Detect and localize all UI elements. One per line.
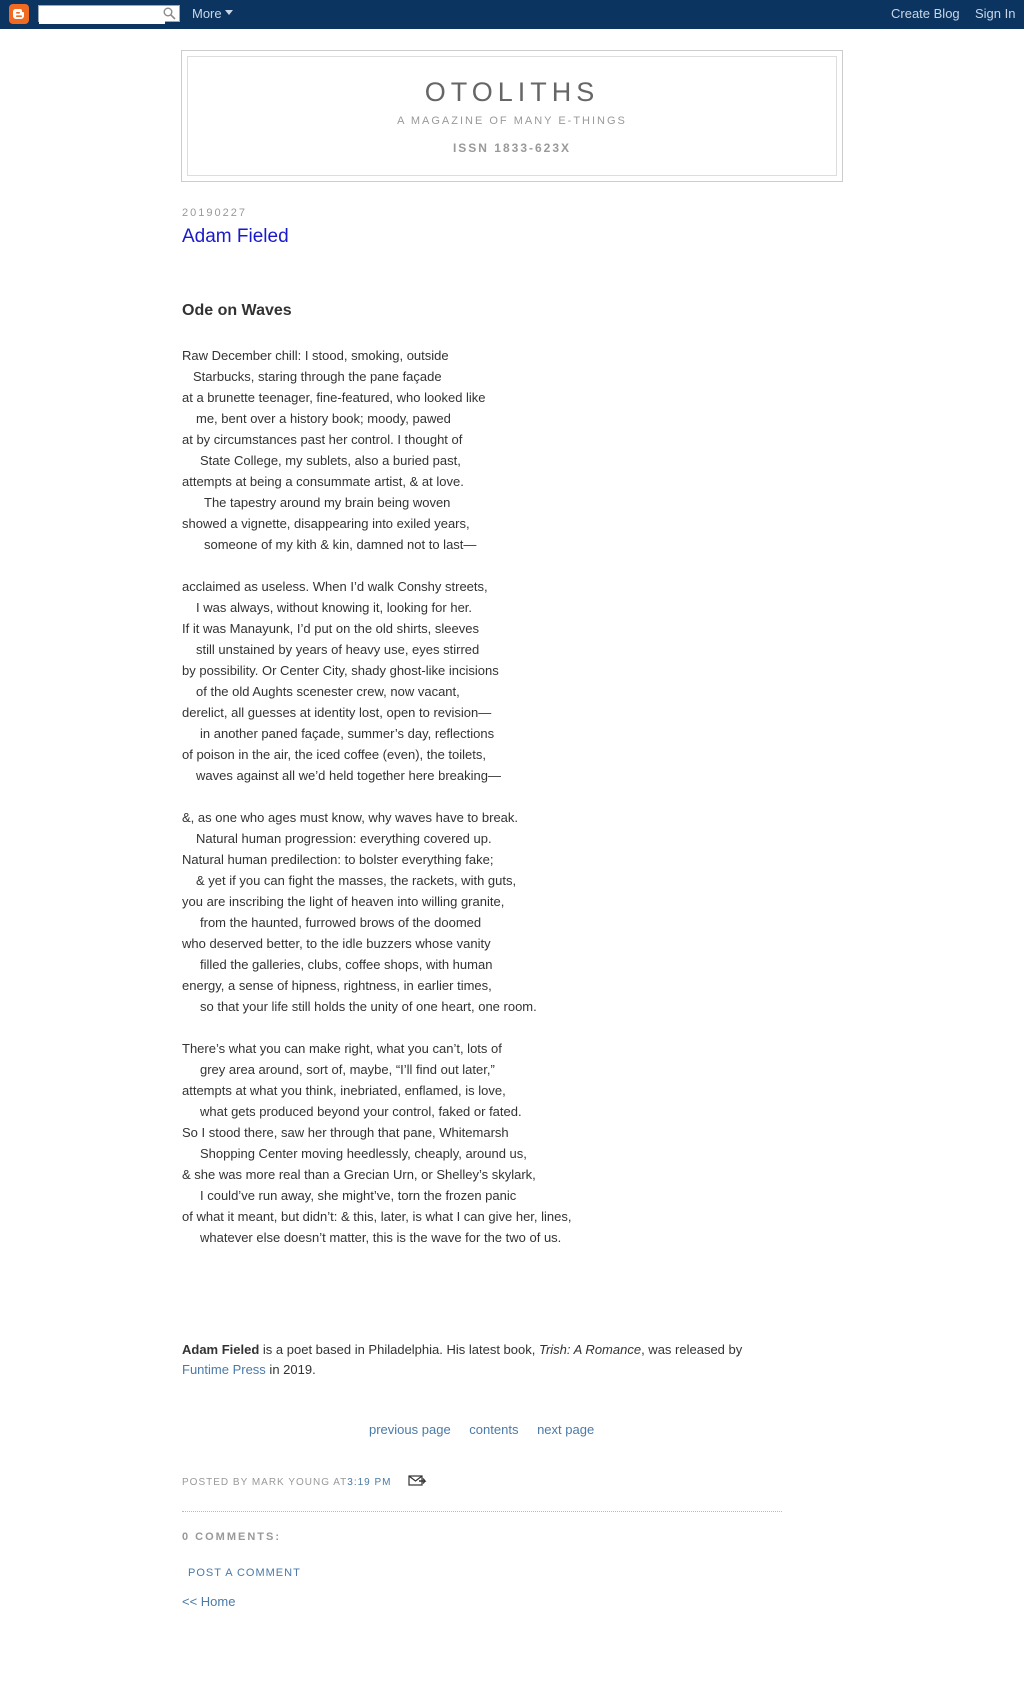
page-navigation [369,1422,609,1437]
contents-link[interactable]: contents [469,1422,519,1437]
poem-line: someone of my kith & kin, damned not to last— [204,537,477,552]
poem-line: I could’ve run away, she might’ve, torn the frozen panic [200,1188,517,1203]
bio-author-name: Adam Fieled [182,1342,260,1357]
poem-line: Shopping Center moving heedlessly, cheaply, around us, [200,1146,527,1161]
poem-line: still unstained by years of heavy use, eyes stirred [196,642,480,657]
blog-header [181,50,843,182]
poem-line: & she was more real than a Grecian Urn, or Shelley’s skylark, [182,1167,536,1182]
poem-line: Natural human progression: everything covered up. [196,831,492,846]
poem-line: at by circumstances past her control. I thought of [182,432,463,447]
poem-line: Natural human predilection: to bolster everything fake; [182,852,494,867]
poem-line: who deserved better, to the idle buzzers whose vanity [182,936,491,951]
poem-line [182,555,802,576]
poem-line: If it was Manayunk, I’d put on the old shirts, sleeves [182,621,479,636]
post-date: 20190227 [182,207,247,219]
poem-line: whatever else doesn’t matter, this is the wave for the two of us. [200,1230,562,1245]
navbar [0,0,1024,29]
poem-line: attempts at being a consummate artist, & at love. [182,474,464,489]
poem-line: me, bent over a history book; moody, pawed [196,411,451,426]
poem-line [182,1017,802,1038]
search-input[interactable] [39,9,165,24]
poem-title: Ode on Waves [182,302,292,319]
blogger-logo-icon[interactable] [9,4,29,24]
bio-text: is a poet based in Philadelphia. His latest book, [259,1342,539,1357]
poem-line: &, as one who ages must know, why waves have to break. [182,810,519,825]
more-menu-button[interactable] [192,6,233,21]
poem-line: of poison in the air, the iced coffee (even), the toilets, [182,747,487,762]
blog-issn: ISSN 1833-623X [452,141,572,155]
poem-line: from the haunted, furrowed brows of the doomed [200,915,482,930]
create-blog-link[interactable]: Create Blog [891,6,960,21]
previous-page-link[interactable]: previous page [369,1422,451,1437]
bio-book-title: Trish: A Romance [538,1342,642,1357]
post-timestamp-link[interactable]: 3:19 PM [347,1477,392,1488]
poem-line: you are inscribing the light of heaven into willing granite, [182,894,505,909]
post-title-link[interactable]: Adam Fieled [182,226,289,247]
author-bio [182,1340,782,1380]
post-comment-link[interactable]: POST A COMMENT [188,1567,301,1579]
poem-line: of the old Aughts scenester crew, now vacant, [196,684,460,699]
poem-line: at a brunette teenager, fine-featured, who looked like [182,390,486,405]
blog-header-inner [187,56,837,176]
poem-line: & yet if you can fight the masses, the rackets, with guts, [196,873,517,888]
comments-divider [182,1511,782,1512]
poem-line: attempts at what you think, inebriated, enflamed, is love, [182,1083,506,1098]
post-footer [182,1477,392,1488]
poem-line: of what it meant, but didn’t: & this, later, is what I can give her, lines, [182,1209,572,1224]
next-page-link[interactable]: next page [537,1422,595,1437]
posted-by-text: POSTED BY MARK YOUNG AT [182,1477,348,1488]
poem-line [182,786,802,807]
poem-line: There’s what you can make right, what you can’t, lots of [182,1041,502,1056]
publisher-link[interactable]: Funtime Press [182,1362,266,1377]
poem-line: Raw December chill: I stood, smoking, outside [182,348,449,363]
poem-body [182,345,802,1248]
poem-line: So I stood there, saw her through that pane, Whitemarsh [182,1125,509,1140]
poem-line: energy, a sense of hipness, rightness, in earlier times, [182,978,492,993]
poem-line: showed a vignette, disappearing into exiled years, [182,516,470,531]
blog-title[interactable]: OTOLITHS [424,77,600,107]
comments-heading: 0 COMMENTS: [182,1531,281,1543]
poem-line: acclaimed as useless. When I’d walk Conshy streets, [182,579,488,594]
poem-line: in another paned façade, summer’s day, reflections [200,726,495,741]
blog-search-box [38,5,180,22]
email-post-icon[interactable] [408,1474,428,1493]
poem-line: The tapestry around my brain being woven [204,495,451,510]
poem-line: State College, my sublets, also a buried past, [200,453,461,468]
poem-line: so that your life still holds the unity of one heart, one room. [200,999,537,1014]
poem-line: grey area around, sort of, maybe, “I’ll find out later,” [200,1062,495,1077]
poem-line: I was always, without knowing it, looking for her. [196,600,473,615]
home-link[interactable]: << Home [182,1594,236,1609]
sign-in-link[interactable]: Sign In [975,6,1016,21]
chevron-down-icon [225,10,233,15]
poem-line: filled the galleries, clubs, coffee shops, with human [200,957,493,972]
search-icon[interactable] [163,7,176,25]
poem-line: what gets produced beyond your control, faked or fated. [200,1104,522,1119]
poem-line: derelict, all guesses at identity lost, open to revision— [182,705,492,720]
bio-text: , was released by [641,1342,743,1357]
bio-text: in 2019. [265,1362,316,1377]
poem-line: by possibility. Or Center City, shady ghost-like incisions [182,663,499,678]
poem-line: Starbucks, staring through the pane façade [193,369,442,384]
more-label: More [192,6,222,21]
blog-description: A MAGAZINE OF MANY E-THINGS [397,115,627,127]
poem-line: waves against all we’d held together here breaking— [196,768,501,783]
